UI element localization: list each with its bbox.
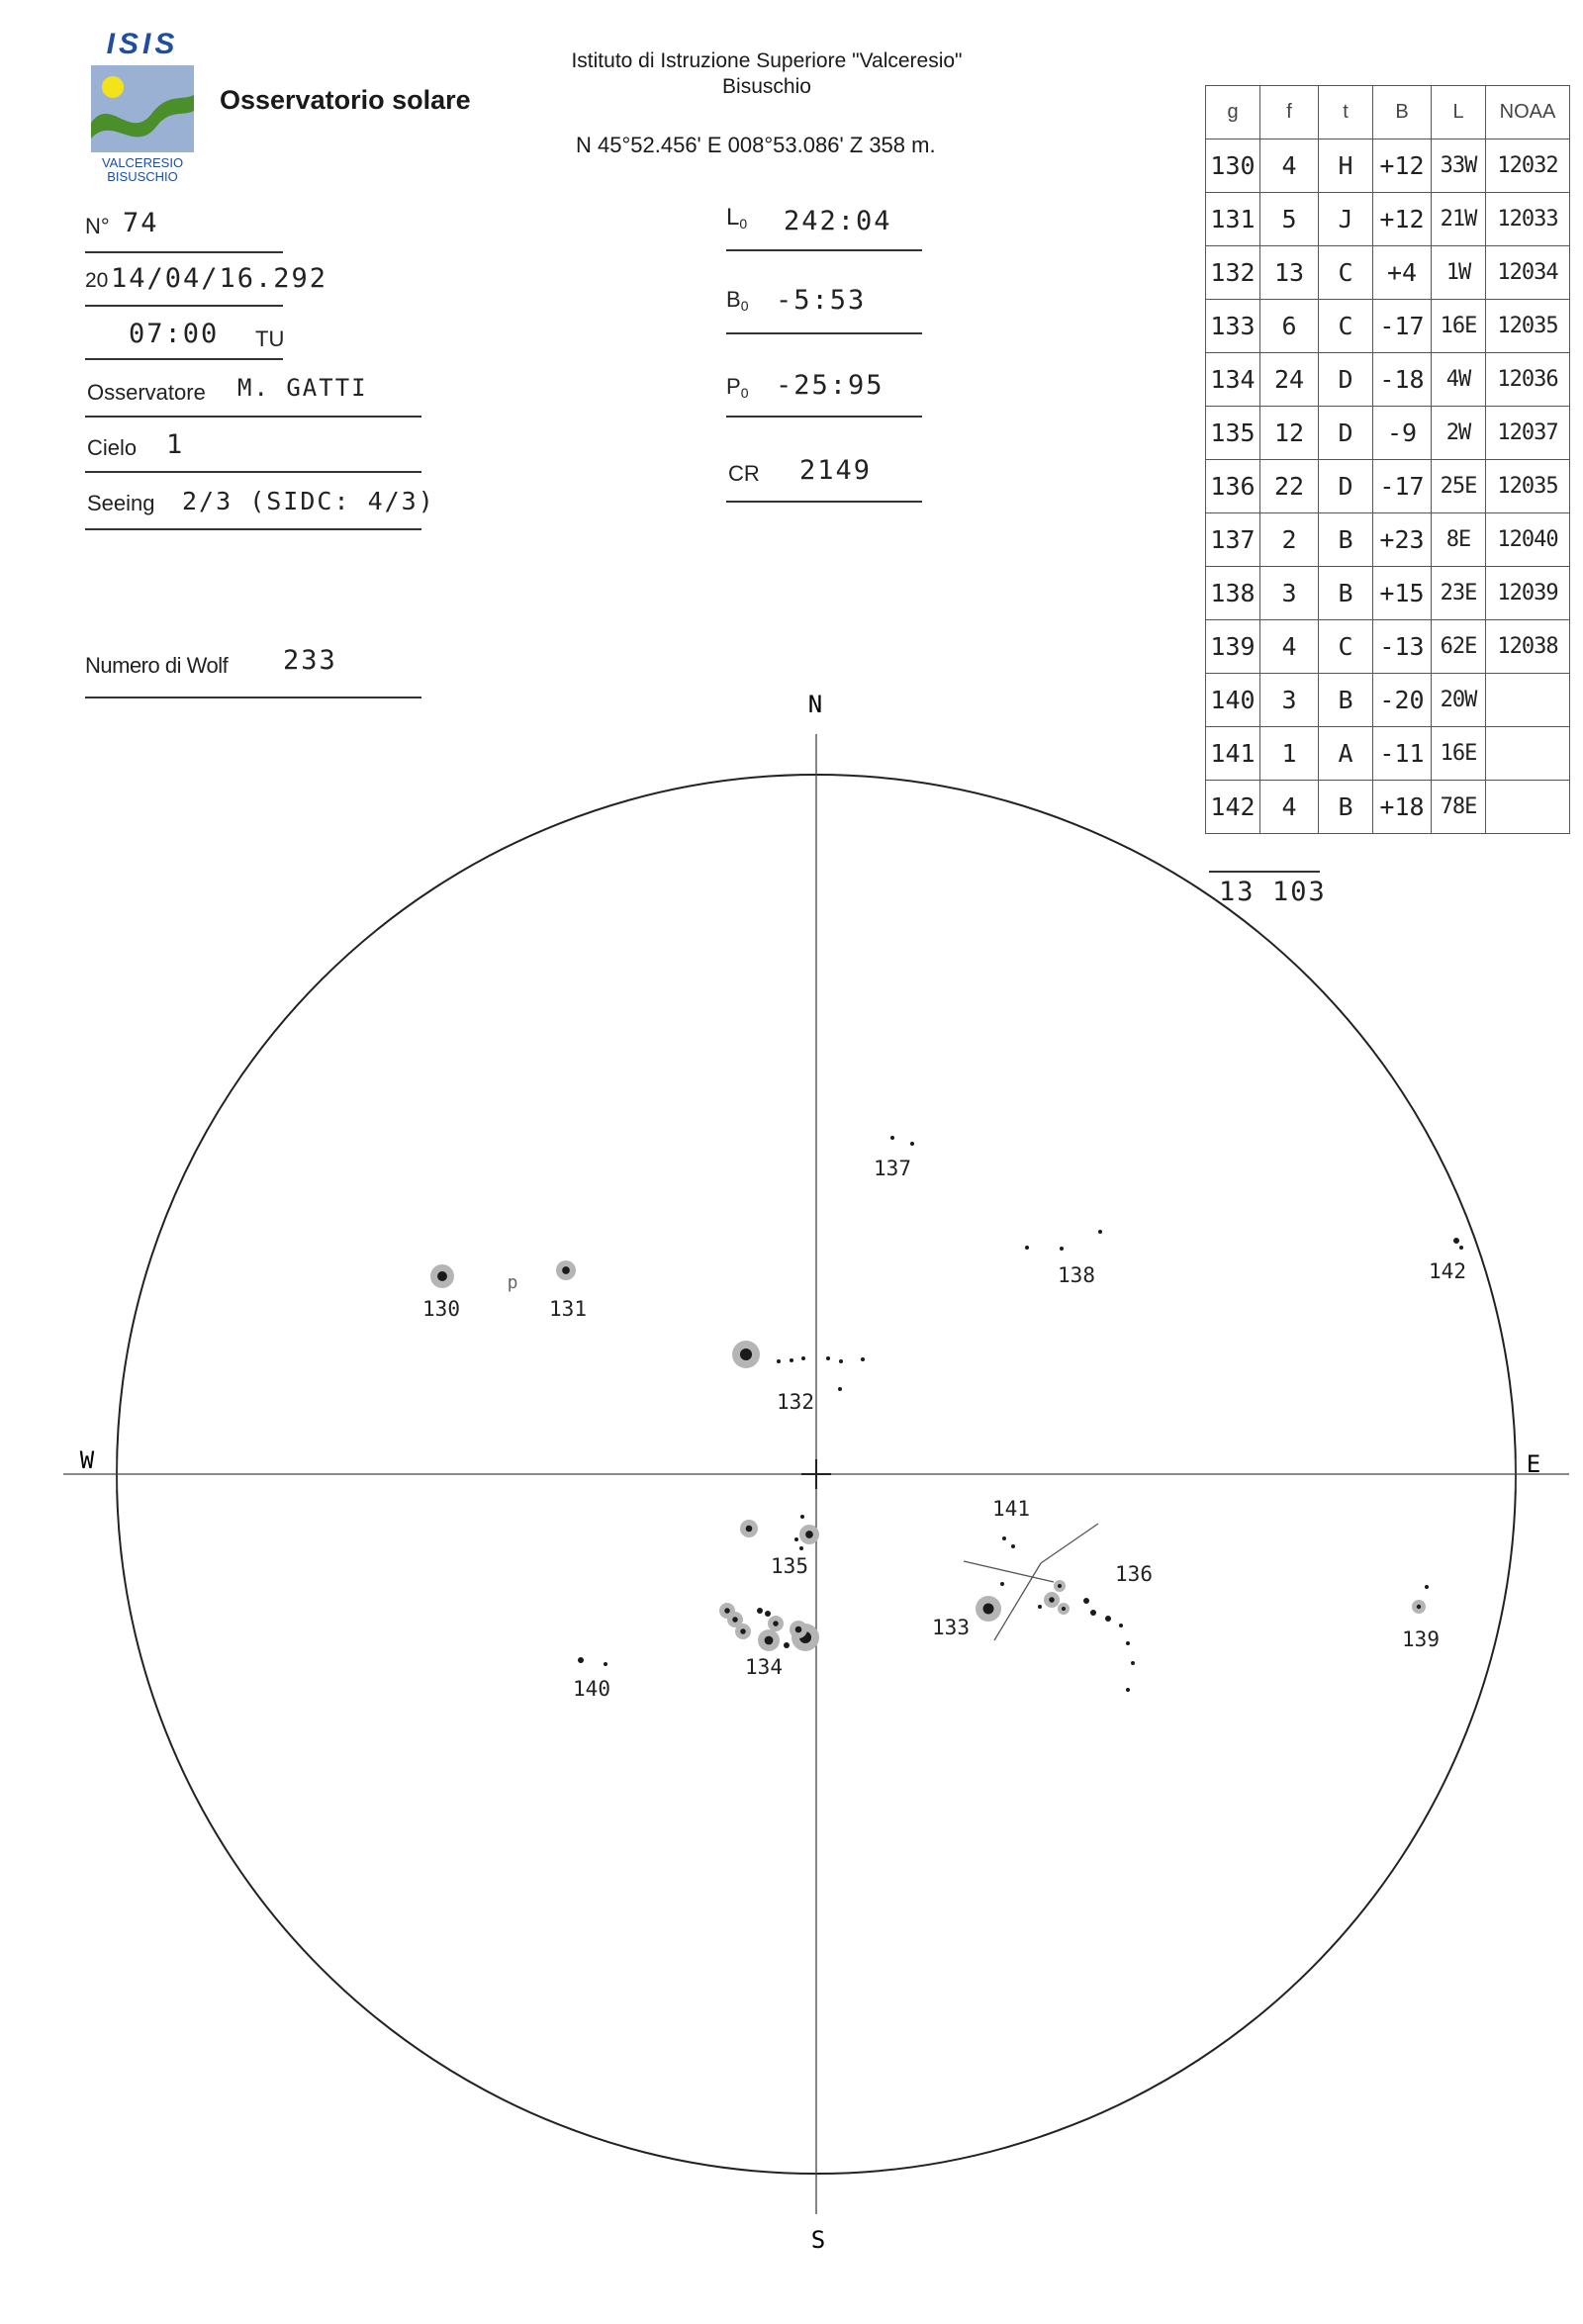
column-header-b: B xyxy=(1373,86,1432,139)
cell-noaa: 12039 xyxy=(1486,567,1570,620)
cell-b: -18 xyxy=(1373,353,1432,407)
cell-f: 4 xyxy=(1260,139,1319,193)
west-label: W xyxy=(79,1446,95,1474)
north-label: N xyxy=(807,691,823,718)
table-row xyxy=(1206,513,1570,567)
observer-label: Osservatore xyxy=(87,380,206,405)
group-label: 139 xyxy=(1402,1627,1440,1651)
cell-f: 3 xyxy=(1260,674,1319,727)
cell-t: D xyxy=(1319,407,1373,460)
east-label: E xyxy=(1526,1450,1541,1478)
sunspot xyxy=(890,1136,894,1140)
cell-t: B xyxy=(1319,781,1373,834)
sunspot xyxy=(1098,1230,1102,1234)
seeing-label: Seeing xyxy=(87,491,155,515)
cell-t: B xyxy=(1319,674,1373,727)
cell-t: B xyxy=(1319,513,1373,567)
sunspot xyxy=(1090,1610,1096,1616)
cell-f: 5 xyxy=(1260,193,1319,246)
group-label: 141 xyxy=(992,1497,1030,1521)
table-row xyxy=(1206,460,1570,513)
sunspot xyxy=(1038,1605,1042,1609)
group-label: 131 xyxy=(549,1297,587,1321)
table-header-row xyxy=(1206,86,1570,139)
sunspot xyxy=(1083,1598,1089,1604)
sunspot xyxy=(765,1636,774,1645)
sunspot xyxy=(794,1537,798,1541)
column-header-l: L xyxy=(1432,86,1486,139)
cell-b: +18 xyxy=(1373,781,1432,834)
sunspot xyxy=(800,1515,804,1519)
cell-t: D xyxy=(1319,353,1373,407)
cell-b: -11 xyxy=(1373,727,1432,781)
table-row xyxy=(1206,620,1570,674)
sunspot xyxy=(724,1608,730,1614)
sunspot xyxy=(1105,1616,1111,1622)
number-value: 74 xyxy=(123,208,159,238)
cell-g: 132 xyxy=(1206,246,1260,300)
cell-t: H xyxy=(1319,139,1373,193)
group-label: 130 xyxy=(422,1297,460,1321)
sunspot xyxy=(757,1608,763,1614)
divider xyxy=(726,249,922,251)
sunspot xyxy=(1417,1605,1421,1609)
sunspot xyxy=(1060,1247,1064,1251)
p-marker: p xyxy=(507,1272,518,1293)
group-label: 138 xyxy=(1058,1263,1095,1287)
sunspot xyxy=(790,1358,793,1362)
sunspot xyxy=(801,1356,805,1360)
sunspot xyxy=(1025,1246,1029,1250)
sunspot xyxy=(861,1357,865,1361)
sunspot xyxy=(1453,1238,1459,1244)
b0-label: $B_0$ xyxy=(726,287,749,315)
sunspot xyxy=(1119,1624,1123,1627)
cell-f: 4 xyxy=(1260,781,1319,834)
cell-noaa: 12035 xyxy=(1486,300,1570,353)
cell-l: 20W xyxy=(1432,674,1486,727)
table-row xyxy=(1206,193,1570,246)
sunspot xyxy=(777,1359,781,1363)
total-groups: 13 xyxy=(1219,877,1256,907)
cell-l: 1W xyxy=(1432,246,1486,300)
sunspot xyxy=(604,1662,607,1666)
cell-t: J xyxy=(1319,193,1373,246)
institute-name: Istituto di Istruzione Superiore "Valceresio" xyxy=(571,49,963,72)
sunspot xyxy=(1058,1584,1062,1588)
group-boundary-line xyxy=(994,1563,1041,1640)
cell-noaa: 12034 xyxy=(1486,246,1570,300)
sunspot xyxy=(799,1546,803,1550)
group-label: 135 xyxy=(771,1554,808,1578)
cell-l: 4W xyxy=(1432,353,1486,407)
cell-l: 23E xyxy=(1432,567,1486,620)
logo-subtitle-1: VALCERESIO xyxy=(101,155,184,170)
sunspot xyxy=(805,1531,813,1538)
cell-l: 2W xyxy=(1432,407,1486,460)
group-label: 137 xyxy=(874,1157,911,1180)
divider xyxy=(85,416,421,418)
cell-t: A xyxy=(1319,727,1373,781)
cell-l: 78E xyxy=(1432,781,1486,834)
sunspot xyxy=(1126,1688,1130,1692)
cell-b: -9 xyxy=(1373,407,1432,460)
cell-g: 137 xyxy=(1206,513,1260,567)
date-prefix: 20 xyxy=(85,269,109,292)
cell-g: 130 xyxy=(1206,139,1260,193)
column-header-g: g xyxy=(1206,86,1260,139)
cell-t: C xyxy=(1319,246,1373,300)
logo-wordmark: ISIS xyxy=(106,28,179,60)
cell-noaa: 12038 xyxy=(1486,620,1570,674)
time-unit: TU xyxy=(255,326,285,351)
logo-subtitle-2: BISUSCHIO xyxy=(107,169,178,184)
cell-f: 6 xyxy=(1260,300,1319,353)
wolf-label: Numero di Wolf xyxy=(85,653,229,678)
sky-value: 1 xyxy=(166,429,185,460)
cell-noaa: 12035 xyxy=(1486,460,1570,513)
divider xyxy=(85,471,421,473)
cell-g: 134 xyxy=(1206,353,1260,407)
sunspot xyxy=(1126,1641,1130,1645)
cell-f: 13 xyxy=(1260,246,1319,300)
cell-f: 24 xyxy=(1260,353,1319,407)
sunspot xyxy=(746,1526,753,1533)
wolf-value: 233 xyxy=(283,645,337,676)
sunspot xyxy=(1062,1607,1066,1611)
cell-b: -20 xyxy=(1373,674,1432,727)
cell-noaa: 12036 xyxy=(1486,353,1570,407)
cell-l: 8E xyxy=(1432,513,1486,567)
sunspot xyxy=(1011,1544,1015,1548)
cr-label: CR xyxy=(728,461,760,486)
cell-f: 1 xyxy=(1260,727,1319,781)
cell-noaa: 12033 xyxy=(1486,193,1570,246)
cell-g: 141 xyxy=(1206,727,1260,781)
cell-g: 142 xyxy=(1206,781,1260,834)
cell-g: 133 xyxy=(1206,300,1260,353)
cell-g: 131 xyxy=(1206,193,1260,246)
cell-f: 12 xyxy=(1260,407,1319,460)
time-value: 07:00 xyxy=(129,319,220,349)
group-label: 140 xyxy=(573,1677,610,1701)
sunspot xyxy=(1002,1536,1006,1540)
cell-g: 135 xyxy=(1206,407,1260,460)
cell-g: 136 xyxy=(1206,460,1260,513)
column-header-t: t xyxy=(1319,86,1373,139)
group-label: 134 xyxy=(745,1655,783,1679)
cell-b: -17 xyxy=(1373,460,1432,513)
table-row xyxy=(1206,567,1570,620)
site-coordinates: N 45°52.456' E 008°53.086' Z 358 m. xyxy=(576,133,936,157)
sunspot xyxy=(983,1604,994,1615)
cell-l: 62E xyxy=(1432,620,1486,674)
cell-l: 16E xyxy=(1432,300,1486,353)
cell-l: 25E xyxy=(1432,460,1486,513)
divider xyxy=(85,528,421,530)
l0-label: $L_0$ xyxy=(726,204,748,232)
cell-t: C xyxy=(1319,620,1373,674)
table-row xyxy=(1206,353,1570,407)
p0-label: $P_0$ xyxy=(726,374,749,402)
cell-l: 16E xyxy=(1432,727,1486,781)
column-header-noaa: NOAA xyxy=(1486,86,1570,139)
sunspot xyxy=(839,1359,843,1363)
sunspot xyxy=(784,1642,790,1648)
cell-b: +12 xyxy=(1373,139,1432,193)
sunspot xyxy=(838,1387,842,1391)
sunspot xyxy=(1459,1246,1463,1250)
sunspot xyxy=(765,1611,771,1617)
sunspot xyxy=(1049,1597,1055,1603)
sunspot xyxy=(740,1628,746,1634)
total-spots: 103 xyxy=(1272,877,1327,907)
seeing-value: 2/3 (SIDC: 4/3) xyxy=(182,487,435,515)
cell-g: 138 xyxy=(1206,567,1260,620)
column-header-f: f xyxy=(1260,86,1319,139)
cell-t: D xyxy=(1319,460,1373,513)
group-label: 136 xyxy=(1115,1562,1153,1586)
divider xyxy=(85,358,283,360)
observer-value: M. GATTI xyxy=(237,374,368,402)
number-label: N° xyxy=(85,214,110,238)
cell-noaa: 12040 xyxy=(1486,513,1570,567)
sunspot xyxy=(578,1657,584,1663)
sunspots xyxy=(430,1136,1463,1692)
group-label: 133 xyxy=(932,1616,970,1639)
cell-f: 2 xyxy=(1260,513,1319,567)
table-row xyxy=(1206,139,1570,193)
sunspot xyxy=(1425,1585,1429,1589)
solar-disk-drawing xyxy=(0,673,1583,2324)
logo-emblem xyxy=(91,65,194,152)
cr-value: 2149 xyxy=(799,455,873,486)
divider xyxy=(85,305,283,307)
group-label: 132 xyxy=(777,1390,814,1414)
cell-t: C xyxy=(1319,300,1373,353)
group-label: 142 xyxy=(1429,1259,1466,1283)
cell-f: 4 xyxy=(1260,620,1319,674)
sunspot xyxy=(795,1627,802,1633)
sunspot xyxy=(437,1271,447,1281)
l0-value: 242:04 xyxy=(784,206,892,236)
sunspot xyxy=(910,1142,914,1146)
table-row xyxy=(1206,246,1570,300)
sunspot xyxy=(773,1621,779,1627)
sunspot xyxy=(826,1356,830,1360)
cell-b: +12 xyxy=(1373,193,1432,246)
cell-f: 3 xyxy=(1260,567,1319,620)
cell-noaa: 12032 xyxy=(1486,139,1570,193)
cell-g: 139 xyxy=(1206,620,1260,674)
cell-l: 33W xyxy=(1432,139,1486,193)
south-label: S xyxy=(810,2226,826,2254)
divider xyxy=(726,501,922,503)
divider xyxy=(85,251,283,253)
sunspot xyxy=(740,1348,752,1360)
institute-town: Bisuschio xyxy=(722,75,811,98)
sunspot xyxy=(732,1617,738,1623)
group-boundary-line xyxy=(1041,1524,1098,1563)
divider xyxy=(726,416,922,418)
b0-value: -5:53 xyxy=(776,285,867,316)
cell-f: 22 xyxy=(1260,460,1319,513)
cell-b: -17 xyxy=(1373,300,1432,353)
cell-b: +15 xyxy=(1373,567,1432,620)
cell-b: +23 xyxy=(1373,513,1432,567)
cell-t: B xyxy=(1319,567,1373,620)
cell-noaa: 12037 xyxy=(1486,407,1570,460)
sunspot xyxy=(562,1266,570,1274)
observatory-title: Osservatorio solare xyxy=(220,85,471,115)
divider xyxy=(726,332,922,334)
group-labels xyxy=(422,1157,1466,1701)
table-row xyxy=(1206,300,1570,353)
date-value: 14/04/16.292 xyxy=(111,263,328,294)
cell-g: 140 xyxy=(1206,674,1260,727)
cell-b: +4 xyxy=(1373,246,1432,300)
cell-b: -13 xyxy=(1373,620,1432,674)
sunspot xyxy=(1000,1582,1004,1586)
p0-value: -25:95 xyxy=(776,370,885,401)
sky-label: Cielo xyxy=(87,435,138,460)
table-row xyxy=(1206,407,1570,460)
sunspot xyxy=(1131,1661,1135,1665)
logo xyxy=(87,28,198,184)
cell-l: 21W xyxy=(1432,193,1486,246)
